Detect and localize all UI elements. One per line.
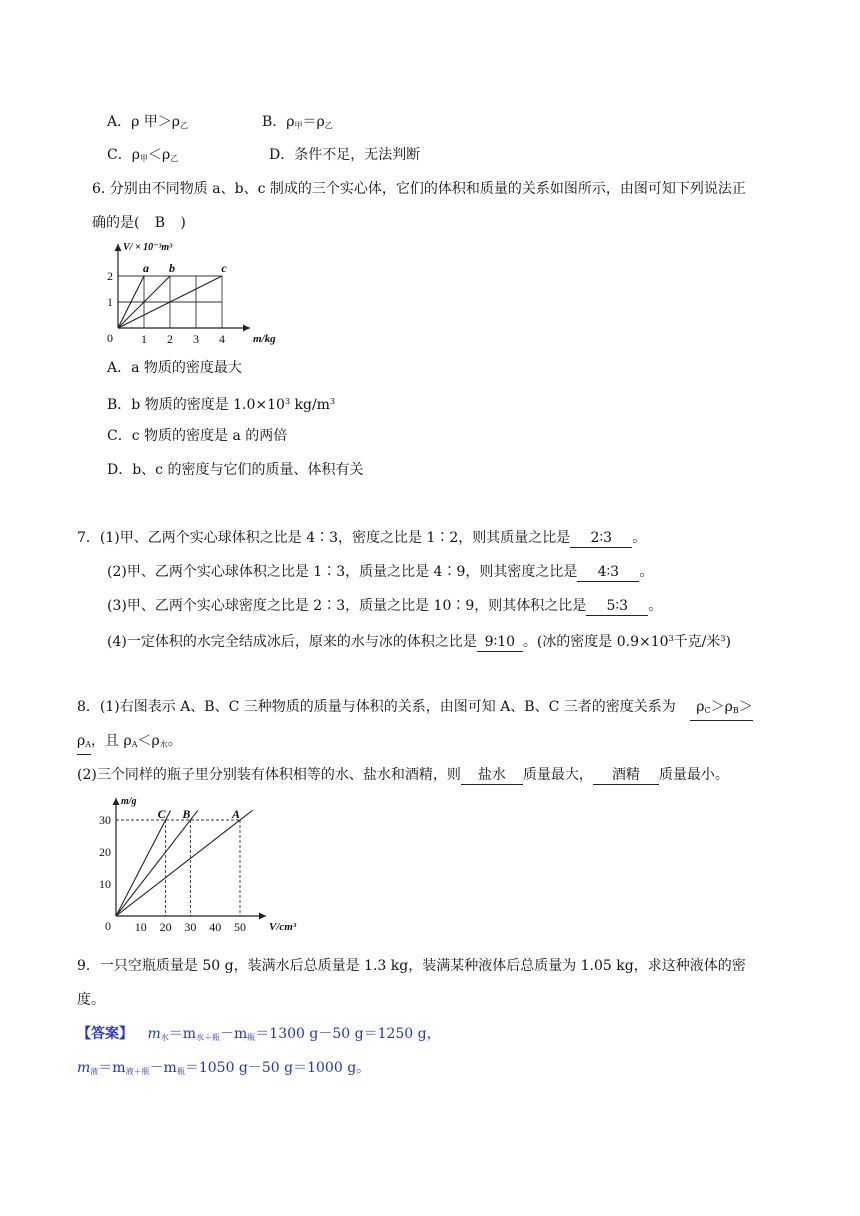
q6-option-b: B．b 物质的密度是 $1.0\times 10^3$ $kg/m^3$	[107, 397, 336, 413]
q5-option-a: A．ρ 甲$>\rho_乙$	[107, 114, 189, 130]
chart-volume-mass	[100, 238, 280, 348]
q8-part1-line2: $\rho_A$，且 $\rho_A<\rho_水$。	[77, 731, 182, 755]
series-label-C: C	[157, 807, 166, 821]
q8-answer1-a: $\rho_C>\rho_B>$	[690, 698, 752, 721]
series-label-a: a	[143, 261, 149, 275]
q9-answer-line2: $m_液=m_{液+瓶}-m_瓶=1050$ g－50 g＝1000 g。	[77, 1060, 371, 1076]
q5-option-d: D．条件不足，无法判断	[269, 147, 421, 163]
origin-label: 0	[105, 919, 111, 933]
q6-stem-line1: 6. 分别由不同物质 a、b、c 制成的三个实心体，它们的体积和质量的关系如图所示，由图可知下列说法正	[92, 181, 746, 197]
q7-part3: (3)甲、乙两个实心球密度之比是 2∶3，质量之比是 10∶9，则其体积之比是 5∶3 。	[107, 598, 663, 614]
x-tick-label: 40	[209, 920, 222, 934]
series-line-A	[116, 810, 252, 916]
q6-stem-line2: 确的是( B )	[92, 215, 186, 231]
y-tick-label: 10	[99, 877, 111, 891]
answer-tag: 【答案】	[77, 1026, 133, 1042]
series-label-B: B	[182, 807, 191, 821]
q9-stem-line2: 度。	[77, 992, 105, 1008]
q6-option-a: A．a 物质的密度最大	[107, 360, 242, 376]
q9-stem-line1: 9．一只空瓶质量是 50 g，装满水后总质量是 1.3 kg，装满某种液体后总质量为 1.05 kg，求这种液体的密	[77, 958, 746, 974]
series-label-c: c	[221, 261, 227, 275]
x-tick-label: 4	[219, 332, 225, 346]
q7-part4: (4)一定体积的水完全结成冰后，原来的水与冰的体积之比是 9∶10 。(冰的密度是 $0.9\times 10^3$千克/米$^3$)	[107, 634, 731, 650]
x-tick-label: 10	[134, 920, 147, 934]
q5-option-c: C．$\rho_甲<\rho_乙$	[107, 147, 179, 163]
x-axis-label: m/kg	[253, 333, 276, 345]
series-label-b: b	[169, 261, 175, 275]
q9-answer-line1: 【答案】 $m_水=m_{水+瓶}-m_瓶=1300$ g－50 g＝1250 g，	[77, 1026, 441, 1042]
x-tick-label: 20	[159, 920, 172, 934]
q5-option-b: B．$\rho_甲=\rho_乙$	[262, 114, 333, 130]
chart-mass-volume	[88, 790, 298, 940]
y-tick-label: 30	[99, 813, 111, 827]
series-line-B	[116, 810, 198, 916]
q7-answer4: 9∶10	[477, 633, 523, 652]
x-tick-label: 50	[234, 920, 246, 934]
x-tick-label: 3	[193, 332, 199, 346]
q7-answer1: 2∶3	[570, 529, 632, 548]
x-tick-label: 30	[184, 920, 197, 934]
x-tick-label: 1	[141, 332, 147, 346]
q6-option-d: D．b、c 的密度与它们的质量、体积有关	[107, 462, 364, 478]
q7-answer2: 4∶3	[577, 563, 639, 582]
q8-answer2: 盐水	[461, 766, 523, 785]
q7-answer3: 5∶3	[586, 597, 648, 616]
q6-answer: B	[154, 215, 166, 231]
y-tick-label: 2	[107, 269, 113, 283]
series-line-C	[116, 810, 171, 916]
y-axis-label: V/ × 10⁻³m³	[123, 242, 173, 253]
y-tick-label: 1	[107, 295, 113, 309]
q8-part2: (2)三个同样的瓶子里分别装有体积相等的水、盐水和酒精，则 盐水 质量最大， 酒精 质量最小。	[77, 767, 729, 783]
q8-part1-line1: 8．(1)右图表示 A、B、C 三种物质的质量与体积的关系，由图可知 A、B、C 三者的密度关系为 $\rho_C>\rho_B>$	[77, 697, 753, 721]
x-tick-label: 2	[167, 332, 173, 346]
q6-option-c: C．c 物质的密度是 a 的两倍	[107, 428, 288, 444]
q7-part2: (2)甲、乙两个实心球体积之比是 1∶3，质量之比是 4∶9，则其密度之比是 4∶3 。	[107, 564, 654, 580]
q8-answer3: 酒精	[593, 766, 659, 785]
series-label-A: A	[231, 807, 241, 821]
y-axis-label: m/g	[121, 796, 137, 807]
q8-answer1-b: $\rho_A$	[77, 732, 91, 755]
origin-label: 0	[107, 331, 113, 345]
x-axis-label: V/cm³	[269, 921, 297, 933]
y-tick-label: 20	[99, 845, 111, 859]
q7-part1: 7．(1)甲、乙两个实心球体积之比是 4∶3，密度之比是 1∶2，则其质量之比是 2∶3 。	[77, 530, 647, 546]
